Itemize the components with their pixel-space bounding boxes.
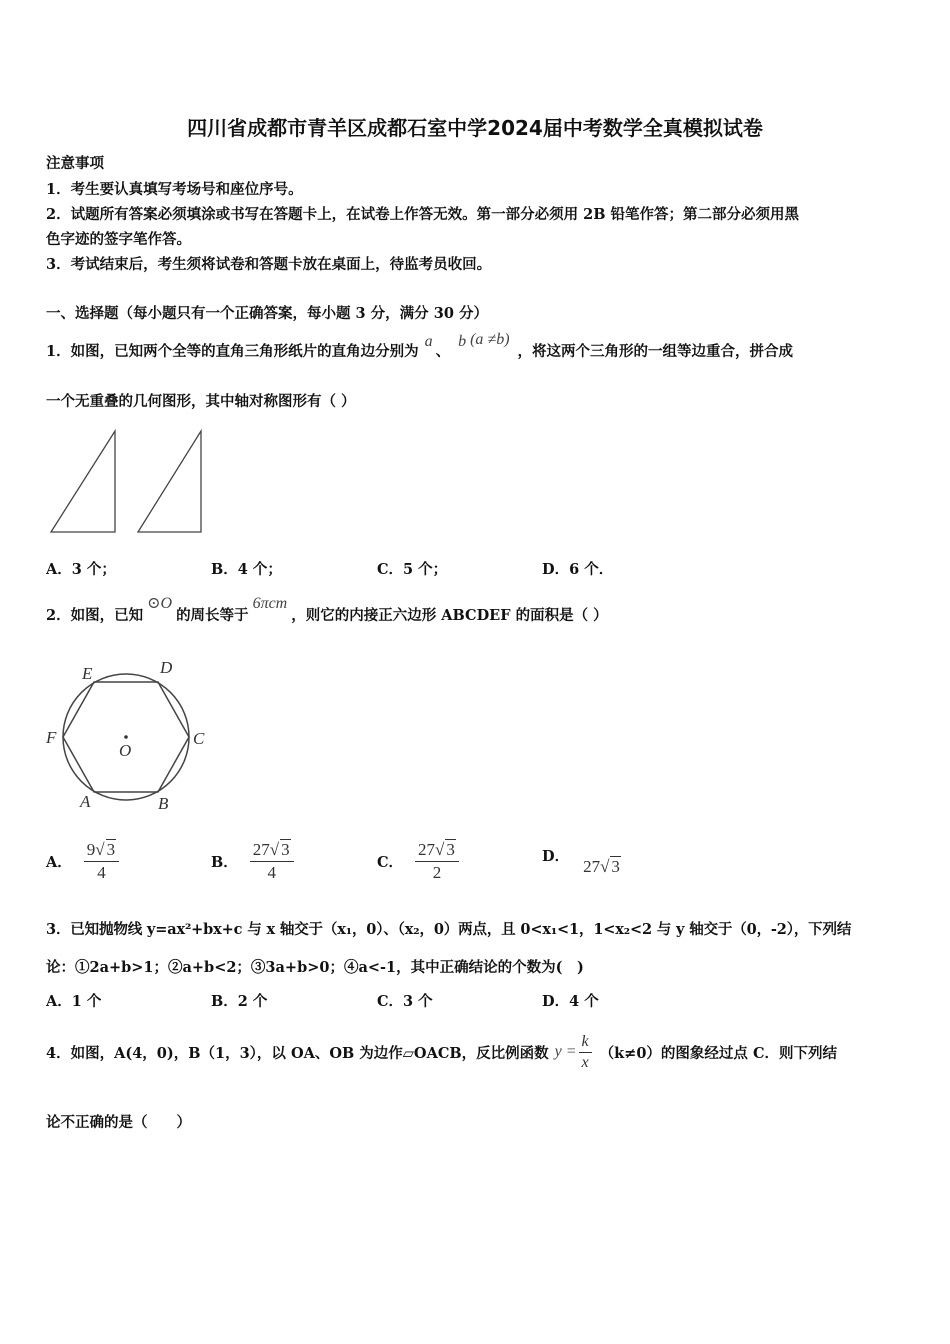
q2-option-d-coef: 27 [583, 857, 601, 876]
notice-item-2: 2．试题所有答案必须填涂或书写在答题卡上，在试卷上作答无效。第一部分必须用 2B 铅笔作答；第二部分必须用黑 [46, 206, 800, 223]
q4-stem-a: 4．如图，A(4，0)，B（1，3），以 OA、OB 为边作▱OACB，反比例函数 [46, 1044, 549, 1062]
q2-math-length: 6πcm [252, 595, 288, 612]
q2-stem-b: 的周长等于 [176, 607, 249, 624]
q2-label-f: F [46, 728, 57, 747]
q2-label-a: A [80, 792, 91, 811]
q1-option-b[interactable]: B．4 个； [211, 561, 282, 578]
notice-heading: 注意事项 [46, 155, 104, 172]
q2-label-e: E [82, 664, 93, 683]
q4-stem-b: （k≠0）的图象经过点 C．则下列结 [599, 1044, 838, 1062]
q3-option-d[interactable]: D．4 个 [542, 993, 599, 1010]
q2-option-a-value: $\frac{9√ 3}{4}$ [84, 840, 119, 883]
notice-item-1: 1．考生要认真填写考场号和座位序号。 [46, 181, 303, 198]
q2-stem-c: ，则它的内接正六边形 ABCDEF 的面积是（ ） [291, 607, 608, 624]
q4-func-numerator: k [579, 1033, 592, 1053]
q3-text-line2: 论：①2a+b>1；②a+b<2；③3a+b>0；④a<-1，其中正确结论的个数为( ) [46, 959, 584, 976]
q2-label-b: B [158, 794, 169, 813]
q3-text-line1: 3．已知抛物线 y=ax²+bx+c 与 x 轴交于（x₁，0）、（x₂，0）两点，且 0<x₁<1，1<x₂<2 与 y 轴交于（0，-2），下列结 [46, 921, 852, 938]
q2-label-d: D [160, 658, 173, 677]
q1-text-line2: 一个无重叠的几何图形，其中轴对称图形有（ ） [46, 393, 356, 410]
q3-option-b[interactable]: B．2 个 [211, 993, 268, 1010]
q2-option-b-value: $\frac{27√ 3}{4}$ [250, 840, 294, 883]
q2-label-o: O [119, 741, 132, 760]
q2-option-d[interactable] [542, 836, 621, 886]
q2-text [46, 595, 608, 625]
q2-option-b-label: B． [211, 853, 238, 871]
q1-math-condition: (a ≠b) [470, 331, 510, 348]
q2-option-b-coef: 27 [252, 839, 270, 859]
q2-option-a[interactable] [46, 836, 119, 886]
q2-option-c-value: $\frac{27√ 3}{2}$ [415, 840, 459, 883]
q1-triangle-right [138, 431, 201, 532]
q2-option-a-label: A． [46, 853, 72, 871]
q2-figure-hexagon [40, 650, 220, 815]
q4-func-fraction [579, 1033, 592, 1072]
q4-func-denominator: x [581, 1053, 589, 1071]
q2-center-dot [124, 735, 128, 739]
q2-option-b-radicand: 3 [281, 839, 290, 859]
q1-stem-a: 1．如图，已知两个全等的直角三角形纸片的直角边分别为 [46, 343, 419, 360]
q1-math-b: b [458, 333, 467, 350]
notice-item-2-cont: 色字迹的签字笔作答。 [46, 231, 191, 248]
q1-option-c[interactable]: C．5 个； [377, 561, 448, 578]
q1-stem-b: ，将这两个三角形的一组等边重合，拼合成 [517, 343, 794, 360]
q2-option-d-label: D． [542, 847, 570, 865]
q1-option-d[interactable]: D．6 个． [542, 561, 614, 578]
section-heading-choice: 一、选择题（每小题只有一个正确答案，每小题 3 分，满分 30 分） [46, 305, 488, 322]
q2-option-a-coef: 9 [86, 839, 96, 859]
page-title: 四川省成都市青羊区成都石室中学2024届中考数学全真模拟试卷 [187, 116, 763, 140]
q2-option-d-radicand: 3 [611, 857, 620, 876]
q1-text-line1 [46, 331, 794, 361]
q2-stem-a: 2．如图，已知 [46, 607, 144, 624]
q1-figure-triangles [46, 426, 216, 538]
q1-triangle-left [51, 431, 115, 532]
q4-text-line1 [46, 1026, 837, 1078]
q2-math-circle: ⊙O [147, 595, 173, 612]
q4-text-line2: 论不正确的是（ ） [46, 1114, 191, 1131]
notice-item-3: 3．考试结束后，考生须将试卷和答题卡放在桌面上，待监考员收回。 [46, 256, 492, 273]
q2-option-c-radicand: 3 [446, 839, 455, 859]
q2-option-c-label: C． [377, 853, 404, 871]
q2-option-c-denominator: 2 [432, 862, 442, 882]
q2-option-b[interactable] [211, 836, 294, 886]
q3-option-a[interactable]: A．1 个 [46, 993, 102, 1010]
q4-func-lhs: y = [554, 1043, 577, 1060]
q2-option-d-value: 27√ 3 [583, 857, 620, 876]
q2-option-a-radicand: 3 [106, 839, 116, 859]
q2-option-c[interactable] [377, 836, 459, 886]
q1-math-a: a [424, 333, 433, 350]
q1-option-a[interactable]: A．3 个； [46, 561, 116, 578]
q2-label-c: C [193, 729, 205, 748]
q2-option-c-coef: 27 [418, 839, 436, 859]
q3-option-c[interactable]: C．3 个 [377, 993, 433, 1010]
q2-option-a-denominator: 4 [97, 862, 106, 882]
q1-separator: 、 [435, 343, 451, 360]
q2-option-b-denominator: 4 [267, 862, 276, 882]
